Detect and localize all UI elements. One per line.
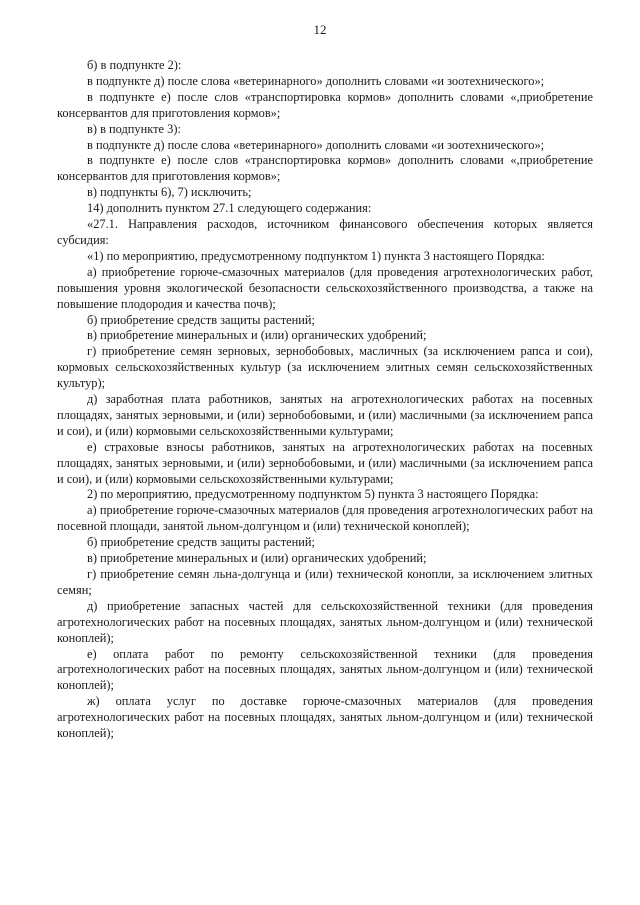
paragraph: б) приобретение средств защиты растений; (87, 312, 315, 327)
paragraph: «1) по мероприятию, предусмотренному подпунктом 1) пункта 3 настоящего Порядка: (87, 248, 545, 263)
paragraph: а) приобретение горюче-смазочных материалов (для проведения агротехнологических работ на посевной площади, занятой льном-долгунцом и (или) технической коноплей); (57, 503, 593, 534)
paragraph: а) приобретение горюче-смазочных материалов (для проведения агротехнологических работ, повышения уровня экологической безопасности сельскохозяйственного производства, а также на повышение плодородия и качества почв); (57, 264, 593, 311)
paragraph: б) приобретение средств защиты растений; (87, 535, 315, 550)
paragraph: д) приобретение запасных частей для сельскохозяйственной техники (для проведения агротехнологических работ на посевных площадях, занятых льном-долгунцом и (или) технической коноплей); (57, 598, 593, 645)
page-number: 12 (313, 22, 327, 37)
paragraph: в) приобретение минеральных и (или) органических удобрений; (87, 328, 427, 343)
paragraph: 14) дополнить пунктом 27.1 следующего содержания: (87, 201, 372, 216)
paragraph: в) подпункты 6), 7) исключить; (87, 185, 252, 200)
paragraph: в подпункте е) после слов «транспортировка кормов» дополнить словами «,приобретение консервантов для приготовления кормов»; (57, 153, 593, 184)
paragraph: г) приобретение семян льна-долгунца и (или) технической конопли, за исключением элитных семян; (57, 567, 593, 597)
paragraph: в подпункте е) после слов «транспортировка кормов» дополнить словами «,приобретение консервантов для приготовления кормов»; (57, 89, 593, 120)
paragraph: г) приобретение семян зерновых, зернобобовых, масличных (за исключением рапса и сои), кормовых сельскохозяйственных культур (за исключением элитных семян сельскохозяйственных культур); (57, 344, 593, 391)
paragraph: «27.1. Направления расходов, источником финансового обеспечения которых является субсидия: (57, 217, 593, 247)
paragraph: ж) оплата услуг по доставке горюче-смазочных материалов (для проведения агротехнологических работ на посевных площадях, занятых льном-долгунцом и (или) технической коноплей); (57, 694, 593, 741)
paragraph: 2) по мероприятию, предусмотренному подпунктом 5) пункта 3 настоящего Порядка: (87, 487, 539, 502)
paragraph: в подпункте д) после слова «ветеринарного» дополнить словами «и зоотехнического»; (87, 73, 545, 88)
paragraph: в) в подпункте 3): (87, 121, 181, 136)
paragraph: б) в подпункте 2): (87, 58, 182, 72)
paragraph: д) заработная плата работников, занятых на агротехнологических работах на посевных площадях, занятых зерновыми, и (или) зернобобовыми, и (или) масличными (за исключением рапса и сои), и (или) кормовыми сельскохозяйственными культурами; (57, 392, 593, 438)
paragraph: е) оплата работ по ремонту сельскохозяйственной техники (для проведения агротехнологических работ на посевных площадях, занятых льном-долгунцом и (или) технической коноплей); (57, 646, 593, 693)
paragraph: е) страховые взносы работников, занятых на агротехнологических работах на посевных площадях, занятых зерновыми, и (или) зернобобовыми, и (или) масличными (за исключением рапса и сои), и (или) кормовыми сельскохозяйственными культурами; (57, 439, 593, 486)
document-body (57, 58, 593, 742)
paragraph: в) приобретение минеральных и (или) органических удобрений; (87, 551, 427, 566)
paragraph: в подпункте д) после слова «ветеринарного» дополнить словами «и зоотехнического»; (87, 137, 545, 152)
